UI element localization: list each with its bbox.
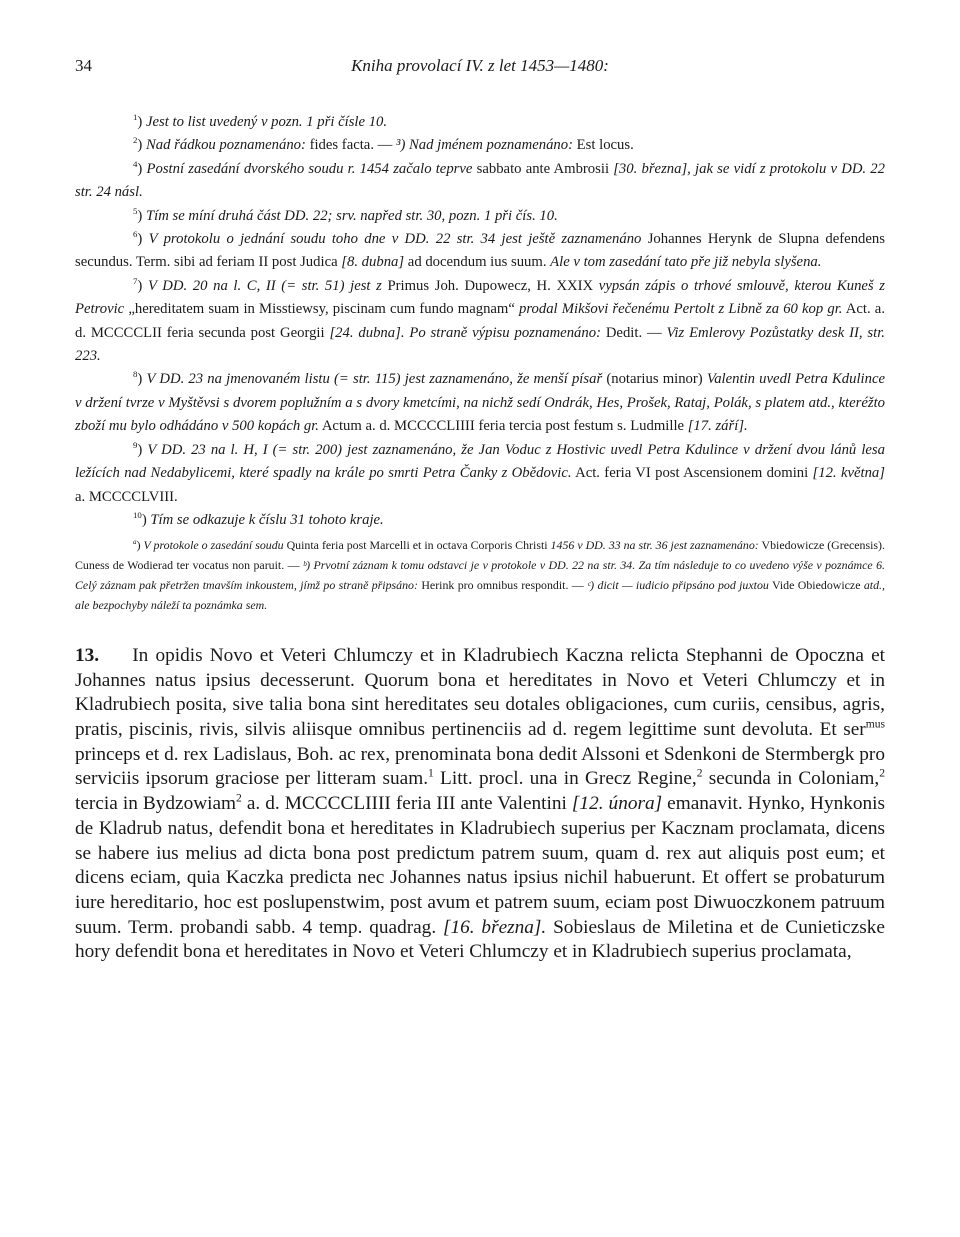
- superscript: 2: [696, 767, 703, 781]
- text-span: Ale v tom zasedání tato pře již nebyla slyšena.: [550, 254, 822, 271]
- page-body: [75, 56, 885, 965]
- text-span: emanavit. Hynko, Hynkonis de Kladrub natus, defendit bona et hereditates in Kladrubiech superius per Kacznam proclamata, dicens se habere ius melius ad dicta bona post predictum patrem suum, quam d. rex aut aliquis post eum; et dicens eciam, quia Kaczka predicta nec Johannes natus ipsius nichil habuerunt. Et offert se probaturum iure hereditario, hoc est poslupenstwim, post avum et patrem suum, eciam post Diwuoczkonem patruum suum. Term. probandi sabb. 4 temp. quadrag.: [75, 793, 886, 938]
- text-span: V DD. 23 na l. H, I (= str. 200) jest zaznamenáno, že Jan Voduc z Hostivic uvedl Petra Kdulince v držení dvou lánů lesa ležících nad Nedabylicemi, které spadly na krále po smrti Petra Čanky z Obědovic.: [75, 441, 885, 482]
- running-title: Kniha provolací IV. z let 1453—1480:: [351, 56, 609, 75]
- footnote-mark: 1: [133, 112, 138, 123]
- entry-paragraph: [75, 644, 885, 965]
- footnote-mark: 2: [133, 135, 138, 146]
- text-span: Actum a. d. MCCCCLIIII feria tercia post festum s. Ludmille: [318, 418, 688, 435]
- text-span: Viz Emlerovy Pozůstatky desk II, str. 223.: [75, 324, 885, 365]
- text-span: Vide Obiedowicze: [768, 578, 864, 593]
- text-span: Postní zasedání dvorského soudu r. 1454 začalo teprve: [146, 160, 473, 177]
- footnote: $^7$) V DD. 20 na l. C, II (= str. 51) jest z Primus Joh. Dupowecz, H. XXIX vypsán zápis o trhové smlouvě, kterou Kuneš z Petrovic „hereditatem suam in Misstiewsy, piscinam cum fundo magnam“ prodal Mikšovi řečenému Pertolt z Libně za 60 kop gr. Act. a. d. MCCCCLII feria secunda post Georgii [24. dubna]. Po straně výpisu poznamenáno: Dedit. — Viz Emlerovy Pozůstatky desk II, str. 223.: [75, 275, 885, 365]
- text-span: ³) Nad jménem poznamenáno:: [396, 137, 573, 154]
- text-span: Quinta feria post Marcelli et in octava Corporis Christi: [283, 538, 551, 553]
- text-span: V protokole o zasedání soudu: [143, 538, 284, 553]
- text-span: ᶜ) dicit — iudicio připsáno pod juxtou: [587, 578, 769, 593]
- text-span: Litt. procl. una in Grecz Regine,: [433, 768, 697, 790]
- text-span: V protokolu o jednání soudu toho dne v DD. 22 str. 34 jest ještě zaznamenáno: [148, 231, 642, 248]
- text-span: [17. září].: [687, 418, 748, 435]
- footnote-mark: 7: [133, 275, 138, 286]
- text-span: a. d. MCCCCLIIII feria III ante Valentini: [241, 793, 572, 815]
- main-entry: [75, 644, 885, 965]
- footnote-mark: 10: [133, 510, 142, 521]
- text-span: V DD. 20 na l. C, II (= str. 51) jest z: [147, 277, 382, 294]
- superscript: 1: [428, 767, 434, 781]
- text-span: 1456 v DD. 33 na str. 36 jest zaznamenáno:: [550, 538, 759, 553]
- text-span: Act. feria VI post Ascensionem domini: [571, 465, 813, 482]
- text-span: vypsán zápis o trhové smlouvě, kterou Kuneš z Petrovic: [75, 277, 885, 318]
- text-span: Tím se odkazuje k číslu 31 tohoto kraje.: [150, 511, 384, 528]
- text-span: secunda in Coloniam,: [702, 768, 880, 790]
- text-span: prodal Mikšovi řečenému Pertolt z Libně za 60 kop gr.: [519, 301, 843, 318]
- text-span: Nad řádkou poznamenáno:: [145, 137, 306, 154]
- superscript: mus: [865, 717, 885, 731]
- text-span: a. MCCCCLVIII.: [75, 488, 178, 505]
- text-span: Vbiedowicze (Grecensis). Cuness de Wodierad ter vocatus non paruit. —: [75, 538, 885, 573]
- footnote-mark: 4: [133, 158, 138, 169]
- footnote-mark: 9: [133, 439, 138, 450]
- text-span: Valentin uvedl Petra Kdulince v držení tvrze v Myštěvsi s dvorem poplužním a s dvory kmetcími, na nichž sedí Ondrák, Hes, Prošek, Rataj, Polák, s platem atd., kteréžto zboží mu bylo odhádáno v 500 kopách gr.: [75, 371, 885, 435]
- text-span: princeps et d. rex Ladislaus, Boh. ac rex, prenominata bona dedit Alssoni et Sdenkoni de Stermbergk pro serviciis ipsorum graciose per litteram suam.: [75, 743, 885, 790]
- superscript: 2: [879, 767, 885, 781]
- superscript: 2: [236, 791, 242, 805]
- text-span: Primus Joh. Dupowecz, H. XXIX: [381, 277, 599, 294]
- footnotes: [75, 111, 885, 532]
- critical-note: $^a$) V protokole o zasedání soudu Quinta feria post Marcelli et in octava Corporis Christi 1456 v DD. 33 na str. 36 jest zaznamenáno: Vbiedowicze (Grecensis). Cuness de Wodierad ter vocatus non paruit. — ᵇ) Prvotní záznam k tomu odstavci je v protokole v DD. 22 na str. 34. Za tím následuje to co uvedeno výše v poznámce 6. Celý záznam pak přetržen tmavším inkoustem, jímž po straně připsáno: Herink pro omnibus respondit. — ᶜ) dicit — iudicio připsáno pod juxtou Vide Obiedowicze atd., ale bezpochyby náleží ta poznámka sem.: [75, 538, 885, 613]
- text-span: In opidis Novo et Veteri Chlumczy et in Kladrubiech Kaczna relicta Stephanni de Opoczna et Johannes natus ipsius decesserunt. Quorum bona et hereditates in Novo et Veteri Chlumczy et in Kladrubiech posita, sive talia bona sint hereditates seu dotales obligaciones, cum curiis, censibus, agris, pratis, piscinis, rivis, silvis aliisque omnibus pertinenciis ad d. regem legittime sunt devoluta. Et ser: [75, 644, 885, 741]
- text-span: Act. a. d. MCCCCLII feria secunda post Georgii: [75, 301, 885, 341]
- text-span: ad docendum ius suum.: [404, 254, 551, 271]
- text-span: Est locus.: [573, 137, 634, 154]
- text-span: [8. dubna]: [341, 254, 405, 271]
- text-span: „hereditatem suam in Misstiewsy, piscinam cum fundo magnam“: [124, 301, 520, 318]
- text-span: tercia in Bydzowiam: [75, 793, 237, 815]
- footnote: $^4$) Postní zasedání dvorského soudu r. 1454 začalo teprve sabbato ante Ambrosii [30. března], jak se vidí z protokolu v DD. 22 str. 24 násl.: [75, 158, 885, 201]
- text-span: Johannes Herynk de Slupna defendens secundus. Term. sibi ad feriam II post Judica: [75, 231, 885, 271]
- footnote-mark: 6: [133, 229, 138, 240]
- footnote: $^{10}$) Tím se odkazuje k číslu 31 tohoto kraje.: [133, 510, 384, 528]
- text-span: (notarius minor): [602, 371, 707, 388]
- text-span: fides facta. —: [305, 137, 397, 154]
- footnote: $^1$) Jest to list uvedený v pozn. 1 při čísle 10.: [133, 112, 388, 130]
- text-span: [16. března].: [442, 916, 547, 938]
- text-span: Herink pro omnibus respondit. —: [417, 578, 588, 593]
- footnote: $^2$) Nad řádkou poznamenáno: fides facta. — ³) Nad jménem poznamenáno: Est locus.: [133, 135, 634, 154]
- text-span: Sobieslaus de Miletina et de Cunieticzske hory defendit bona et hereditates in Novo et Veteri Chlumczy et in Kladrubiech superius proclamata,: [75, 916, 885, 963]
- footnote: $^9$) V DD. 23 na l. H, I (= str. 200) jest zaznamenáno, že Jan Voduc z Hostivic uvedl Petra Kdulince v držení dvou lánů lesa ležících nad Nedabylicemi, které spadly na krále po smrti Petra Čanky z Obědovic. Act. feria VI post Ascensionem domini [12. května] a. MCCCCLVIII.: [75, 439, 885, 505]
- footnote-mark: 5: [133, 205, 138, 216]
- page-number: 34: [75, 56, 92, 75]
- text-span: Jest to list uvedený v pozn. 1 při čísle 10.: [145, 114, 388, 130]
- text-span: [12. února]: [571, 793, 663, 815]
- running-header: [75, 56, 885, 84]
- text-span: [30. března], jak se vidí z protokolu v DD. 22 str. 24 násl.: [75, 160, 885, 201]
- text-span: [24. dubna]. Po straně výpisu poznamenáno:: [329, 324, 601, 341]
- text-span: V DD. 23 na jmenovaném listu (= str. 115) jest zaznamenáno, že menší písař: [146, 371, 603, 388]
- footnote: $^5$) Tím se míní druhá část DD. 22; srv. napřed str. 30, pozn. 1 při čís. 10.: [133, 205, 558, 224]
- text-span: Dedit. —: [600, 324, 667, 341]
- text-span: ᵇ) Prvotní záznam k tomu odstavci je v protokole v DD. 22 na str. 34. Za tím následuje to co uvedeno výše v poznámce 6. Celý záznam pak přetržen tmavším inkoustem, jímž po straně připsáno:: [75, 558, 885, 593]
- note-mark: a: [133, 538, 137, 547]
- footnote: $^8$) V DD. 23 na jmenovaném listu (= str. 115) jest zaznamenáno, že menší písař (notarius minor) Valentin uvedl Petra Kdulince v držení tvrze v Myštěvsi s dvorem poplužním a s dvory kmetcími, na nichž sedí Ondrák, Hes, Prošek, Rataj, Polák, s platem atd., kteréžto zboží mu bylo odhádáno v 500 kopách gr. Actum a. d. MCCCCLIIII feria tercia post festum s. Ludmille [17. září].: [75, 369, 885, 435]
- text-span: [12. května]: [812, 465, 885, 482]
- text-span: sabbato ante Ambrosii: [472, 160, 614, 177]
- footnote: $^6$) V protokolu o jednání soudu toho dne v DD. 22 str. 34 jest ještě zaznamenáno Johannes Herynk de Slupna defendens secundus. Term. sibi ad feriam II post Judica [8. dubna] ad docendum ius suum. Ale v tom zasedání tato pře již nebyla slyšena.: [75, 229, 885, 271]
- footnote-mark: 8: [133, 369, 138, 380]
- entry-number: 13.: [75, 644, 100, 666]
- text-span: atd., ale bezpochyby náleží ta poznámka sem.: [75, 578, 885, 613]
- text-span: Tím se míní druhá část DD. 22; srv. napřed str. 30, pozn. 1 při čís. 10.: [145, 207, 558, 224]
- text-critical-notes: [75, 536, 885, 616]
